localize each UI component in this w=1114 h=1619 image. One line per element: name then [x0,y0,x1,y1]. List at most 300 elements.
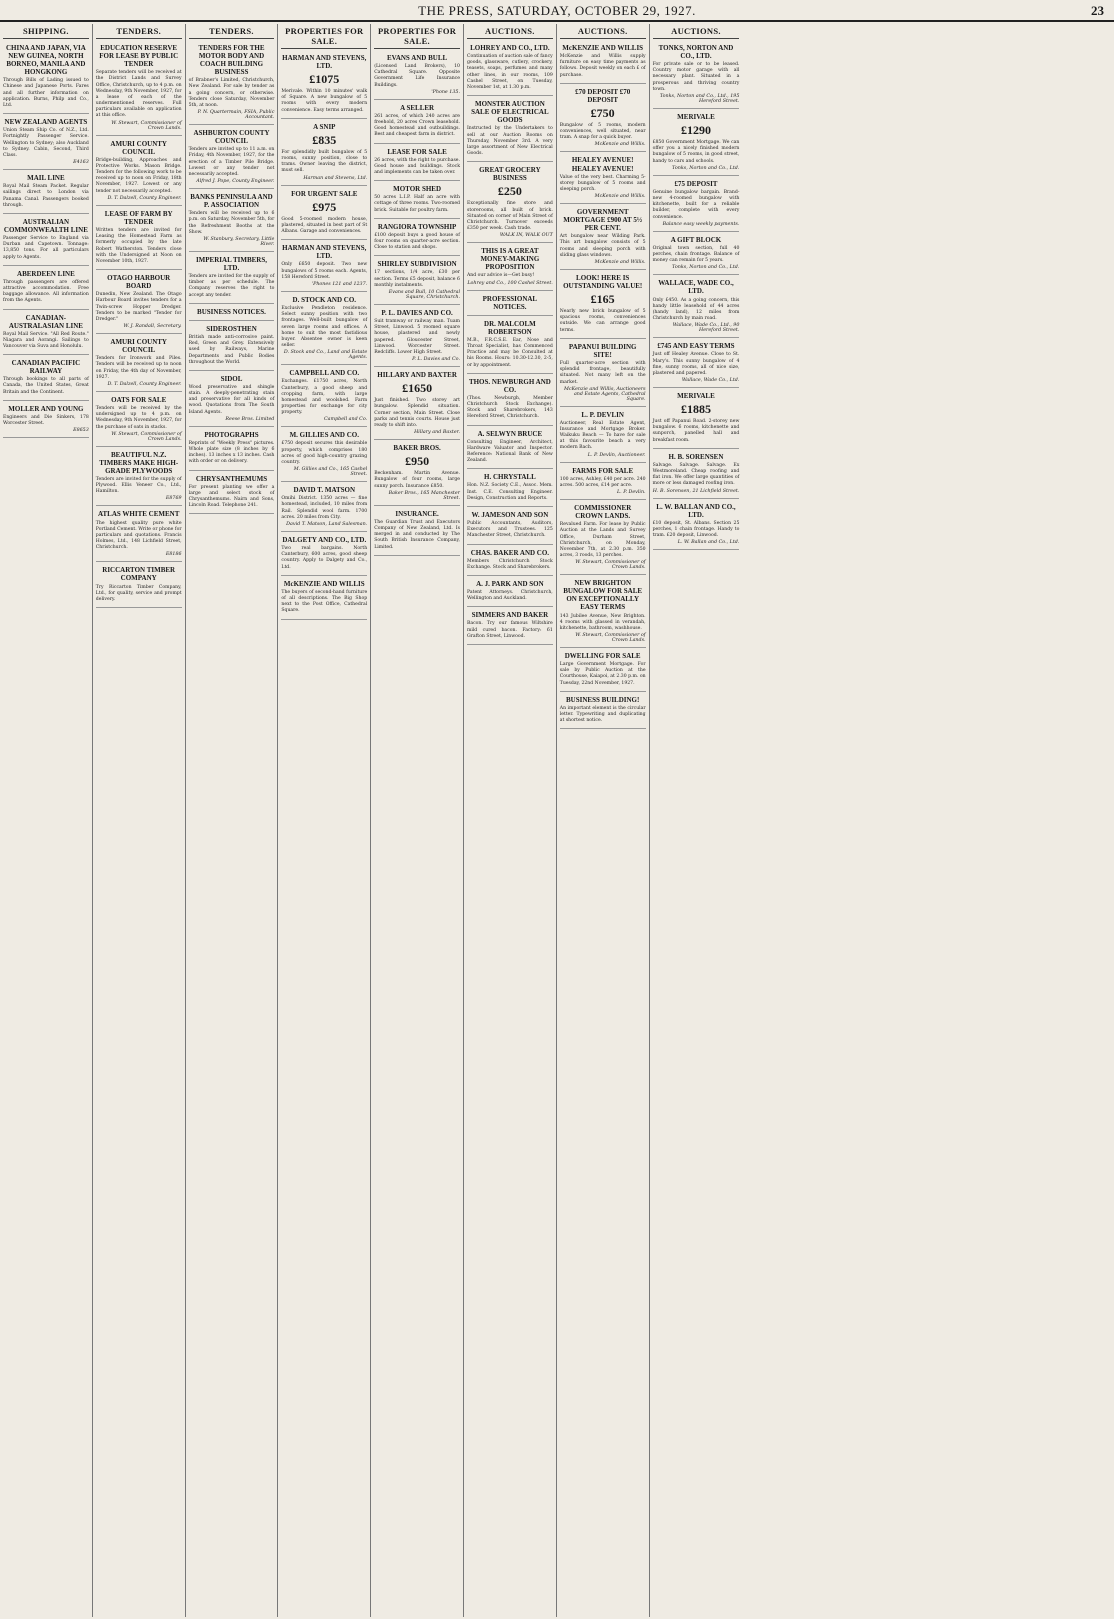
ad-body: (Thos. Newburgh, Member Christchurch Stock Exchange). Stock and Sharebrokers, 143 Hereford Street, Christchurch. [466,395,553,420]
ad-body: Exceptionally fine store and storerooms, all built of brick. Situated on corner of Main Street of Christchurch. Turnover exceeds £350 per week. Cash trade. [466,201,553,232]
ad-footer: P. L. Davies and Co. [412,357,460,363]
advertisement [467,293,553,316]
ad-title: OTAGO HARBOUR BOARD [107,274,171,291]
column-heading: PROPERTIES FOR SALE. [281,26,367,49]
ad-title: AMURI COUNTY COUNCIL [110,139,167,156]
ad-body: For splendidly built bungalow of 5 rooms, sunny position, close to trams. Owner leaving the district, must sell. [281,149,368,174]
ad-footer: L. P. Devlin. [616,490,646,496]
advertisement [3,116,89,170]
ad-title: CAMPBELL AND CO. [289,369,360,378]
ad-title: A SNIP [313,122,336,131]
ad-title: A. SELWYN BRUCE [477,429,543,438]
ad-title: SIDOL [220,374,243,383]
ad-title: LOHREY AND CO., LTD. [470,44,550,52]
ad-body: Nearly new brick bungalow of 5 spacious rooms, conveniences outside. We can arrange good terms. [559,309,646,333]
ad-footer: McKenzie and Willis. [594,142,646,148]
ad-footer: W. Stewart, Commissioner of Crown Lands. [575,633,646,644]
ad-body: Tenders are invited for the supply of Plywood. Ellis Veneer Co., Ltd., Hamilton. [95,476,182,495]
ad-body: Art bungalow near Wilding Park. This art bungalow consists of 5 rooms and sleeping porch with sliding glass windows. [559,234,646,258]
advertisement [96,272,182,334]
ad-body: Consulting Engineer, Architect, Hardware Valuator and Inspector. Reference: National Bank of New Zealand. [466,439,553,464]
ad-body: Wood preservative and shingle stain. A deeply-penetrating stain and preservative for all kinds of wood. Quotations from The South Island Agents. [188,384,275,415]
ad-footer: W. Stanbury, Secretary, Little River. [203,237,275,247]
ad-footer: WALK IN, WALK OUT [499,233,553,239]
ad-body: 17 sections, 1/4 acre, £30 per section. Terms £5 deposit, balance 6 monthly instalments. [374,270,460,288]
advertisement [467,471,553,507]
advertisement [560,206,646,270]
ad-title: £745 AND EASY TERMS [657,342,735,351]
ad-title: M. GILLIES AND CO. [289,431,359,440]
ad-title: HILLARY AND BAXTER [377,371,457,380]
advertisement [560,502,646,575]
ad-footer: 'Phone 135. [431,89,460,95]
advertisement [653,178,740,232]
ad-body: (Licensed Land Brokers), 10 Cathedral Square. Opposite Government Life Insurance Buildings. [374,64,460,88]
ad-body: Just finished. Two storey art bungalow. Splendid situation. Corner section, Main Street. Close parks and tennis courts. House just ready to shift into. [374,398,460,428]
ad-title: H. CHRYSTALL [484,473,536,482]
advertisement [189,473,275,515]
ad-body: Through Bills of Lading issued to Chinese and Japanese Ports. Fares and all further information on application. Burns, Philp and Co., Ltd. [3,78,89,108]
advertisement [374,221,460,257]
ad-title: CHAS. BAKER AND CO. [470,548,550,557]
ad-body: Good 5-roomed modern house, plastered, situated in best part of St Albans. Garage and conveniences. [281,216,368,235]
advertisement [653,234,740,276]
advertisement [467,245,553,290]
column [650,24,743,1617]
ad-title: PROFESSIONAL NOTICES. [482,294,538,311]
column-heading: AUCTIONS. [653,26,740,39]
ad-title: DWELLING FOR SALE [564,652,641,661]
ad-footer: Alfred J. Pope, County Engineer. [196,179,275,185]
ad-body: Royal Mail Steam Packet. Regular sailings direct to London via Panama Canal. Passengers booked through. [3,184,89,208]
advertisement [560,154,646,204]
ad-title: ATLAS WHITE CEMENT [97,510,180,519]
ad-body: Bungalow of 5 rooms, modern conveniences, well situated, near tram. A snap for a quick buyer. [559,122,646,141]
ad-title: FARMS FOR SALE [572,466,634,475]
ad-title: SHIRLEY SUBDIVISION [377,260,457,269]
ad-body: £750 deposit secures this desirable property, which comprises 180 acres of good high-country grazing country. [281,441,368,466]
ad-body: Instructed by the Undertakers to sell at our Auction Rooms on Thursday, November 3rd. A very large assortment of New Electrical Goods. [466,126,553,157]
ad-footer: Wallace, Wade Co., Ltd., 90 Hereford Street. [672,323,740,334]
masthead-title: THE PRESS, SATURDAY, OCTOBER 29, 1927. [418,3,696,18]
ad-title: A GIFT BLOCK [670,235,722,244]
ad-body: Separate tenders will be received at the District Lands and Survey Office, Christchurch, up to 4 p.m. on Wednesday, 9th November, 1927, for a lease of each of the undermentioned reserves. Full particulars available on application at this office. [95,70,182,119]
ad-body: The Guardian Trust and Executors Company of New Zealand, Ltd. Is merged in and conducted by The South British Insurance Company, Limited. [374,519,460,550]
advertisement [467,164,553,243]
ad-body: 261 acres, of which 240 acres are freehold, 20 acres Crown leasehold. Good homestead and outbuildings. Best and cheapest farm in district. [374,113,460,138]
advertisement [374,183,460,219]
ad-body: Union Steam Ship Co. of N.Z., Ltd. Fortnightly Passenger Service. Wellington to Sydney; also Auckland to Sydney. Cabin, Second, Third Class. [3,128,89,158]
ad-title: GOVERNMENT MORTGAGE £900 AT 5½ PER CENT. [563,208,643,233]
advertisement [374,307,460,367]
ad-body: of Brabner's Limited, Christchurch, New Zealand. For sale by tender as a going concern, or otherwise. Tenders close Saturday, November 5th, at noon. [188,78,275,108]
ad-body: Genuine bungalow bargain. Brand-new 4-roomed bungalow with kitchenette, built for a reliable builder, complete with every convenience. [652,189,740,220]
advertisement [281,534,367,576]
ad-title: £70 DEPOSIT £70 DEPOSIT [575,87,631,104]
ad-title: £75 DEPOSIT [674,179,718,188]
ad-footer: W. Stewart, Commissioner of Crown Lands. [111,120,182,131]
advertisement [560,694,646,730]
ad-body: Exchanges. £1750 acres, North Canterbury, a good sheep and cropping farm, with large homestead and woolshed. Farm properties for exchange for city property. [281,379,368,416]
ad-title: McKENZIE AND WILLIS [562,44,644,52]
advertisement [96,508,182,562]
ad-footer: P. N. Quartermain, FSIA, Public Accountant. [197,110,275,121]
advertisement [467,98,553,162]
ad-body: Omihi District. 1350 acres — fine homestead, included, 10 miles from Rail. Splendid wool farm. 1700 acres. 20 miles from City. [281,496,368,520]
ad-footer: Tonks, Norton and Co., Ltd. [672,265,740,271]
ad-title: MONSTER AUCTION SALE OF ELECTRICAL GOODS [471,100,549,125]
column-heading: TENDERS. [96,26,182,39]
advertisement [560,341,646,407]
advertisement [96,138,182,206]
advertisement [653,277,740,338]
advertisement [189,429,275,471]
columns-container [0,24,1114,1617]
ad-title: HARMAN AND STEVENS, LTD. [282,244,367,261]
ad-title: MAIL LINE [27,174,65,183]
advertisement [467,547,553,576]
advertisement [96,564,182,608]
column-heading: AUCTIONS. [467,26,553,39]
ad-footer: L. P. Devlin, Auctioneer. [587,452,646,458]
advertisement [96,208,182,270]
ad-price: £1650 [402,381,433,396]
ad-title: ABERDEEN LINE [17,269,75,278]
ad-body: Through passengers are offered attractive accommodation. Free baggage allowance. All information from the Agents. [3,279,89,304]
ad-price: £165 [590,292,615,307]
ad-body: Tenders for Ironwork and Piles. Tenders will be received up to noon on Friday, the 4th day of November, 1927. [95,356,182,380]
ad-footer: McKenzie and Willis, Auctioneers and Estate Agents, Cathedral Square. [564,386,646,402]
advertisement [653,501,740,551]
ad-body: Large Government Mortgage. For sale by Public Auction at the Courthouse, Kaiapoi, at 2.30 p.m. on Tuesday, 22nd November, 1927. [559,662,646,686]
ad-title: A. J. PARK AND SON [476,580,544,589]
ad-body: Exclusive Pendleton residence. Select sunny position with two frontages. Well-built bungalow of seven large rooms and offices. A home to suit the most fastidious buyer. Absentee owner is keen seller. [281,305,368,349]
ad-footer: D. Stock and Co., Land and Estate Agents. [283,350,368,361]
advertisement [374,52,460,100]
ad-body: Royal Mail Service. "All Red Route." Niagara and Aorangi. Sailings to Vancouver via Suva and Honolulu. [3,331,89,350]
masthead [0,0,1114,22]
advertisement [3,312,89,356]
ad-body: Only £650 deposit. Two new bungalows of 5 rooms each. Agents, 158 Hereford Street. [281,262,368,280]
ad-title: L. W. BALLAN AND CO., LTD. [656,502,736,519]
ad-title: L. P. DEVLIN [581,410,624,419]
advertisement [3,268,89,310]
ad-title: MOTOR SHED [393,185,442,194]
advertisement [96,449,182,507]
advertisement [3,403,89,438]
advertisement [374,369,460,440]
ad-title: P. L. DAVIES AND CO. [381,309,453,318]
ad-body: The highest quality pure white Portland Cement. Write or phone for particulars and quotations. Francis Holmes, Ltd., 148 Lichfield Street, Christchurch. [95,520,182,551]
ad-price: £250 [497,184,522,199]
ad-title: EDUCATION RESERVE FOR LEASE BY PUBLIC TENDER [99,44,179,69]
advertisement [560,650,646,692]
ad-body: 26 acres, with the right to purchase. Good house and buildings. Stock and implements can be taken over. [374,157,460,176]
ad-body: An important element is the circular letter. Typewriting and duplicating at shortest notice. [559,705,646,724]
ad-footer: L. W. Ballan and Co., Ltd. [677,540,740,546]
advertisement [653,42,740,109]
ad-body: British made anti-corrosive paint. Red, Green and Grey. Extensively used by Railways, Marine Departments and Public Bodies throughout the World. [188,334,275,365]
ad-title: OATS FOR SALE [111,395,167,404]
ad-footer: Baker Bros., 165 Manchester Street. [388,490,460,501]
advertisement [467,376,553,426]
ad-title: RICCARTON TIMBER COMPANY [102,566,176,583]
column [464,24,557,1617]
ad-price: £750 [590,105,615,120]
ad-footer: Hillary and Baxter. [414,430,460,436]
advertisement [560,465,646,500]
ad-title: IMPERIAL TIMBERS, LTD. [195,256,268,273]
advertisement [467,318,553,374]
ad-title: NEW ZEALAND AGENTS [4,118,88,127]
ad-body: For private sale or to be leased. Country motor garage with all necessary plant. Situated in a prosperous and thriving country town. [652,62,740,92]
ad-title: PAPANUI BUILDING SITE! [568,342,637,359]
ad-title: INSURANCE. [395,509,439,518]
ad-title: TONKS, NORTON AND CO., LTD. [658,44,734,61]
ad-price: £835 [312,132,337,147]
ad-footer: Lohrey and Co., 100 Cashel Street. [467,280,553,286]
advertisement [281,484,367,532]
ad-body: Merivale. Within 10 minutes' walk of Square. A new bungalow of 5 rooms with every modern convenience. Easy terms arranged. [281,89,368,113]
ad-body: Engineers and Die Sinkers, 178 Worcester Street. [3,414,89,427]
ad-title: MERIVALE [677,113,715,122]
ad-body: £850 Government Mortgage. We can offer you a nicely finished modern bungalow of 5 rooms, in good street, handy to cars and schools. [652,140,740,164]
advertisement [189,42,275,125]
advertisement [281,52,367,119]
column [0,24,93,1617]
ad-body: Auctioneer, Real Estate Agent, Insurance and Mortgage Broker. Waikuku Beach — To have for sale at this favourite beach a very modern Bach. [559,420,646,451]
ad-footer: David T. Matson, Land Salesman. [286,522,368,528]
ad-title: EVANS AND BULL [387,54,448,62]
ad-title: RANGIORA TOWNSHIP [377,222,457,231]
advertisement [281,121,367,186]
ad-footer: E8769 [165,496,182,502]
ad-title: DALGETY AND CO., LTD. [282,536,367,545]
advertisement [560,42,646,84]
advertisement [374,508,460,556]
ad-body: Salvage. Salvage. Salvage. Ex Westmoreland. Cheap roofing and flat iron. We offer large quantities of more or less damaged roofing iron. [652,462,740,487]
ad-price: £975 [312,199,337,214]
advertisement [560,577,646,648]
ad-body: Suit tramway or railway man. Tuam Street, Linwood. 5 roomed square house, plastered and newly papered. Gloucester Street, Linwood. Worcester Street. Redcliffs. Lower High Street. [374,319,460,356]
advertisement [281,429,367,482]
advertisement [653,340,740,388]
advertisement [3,216,89,266]
ad-title: HEALEY AVENUE! HEALEY AVENUE! [571,156,634,173]
ad-price: £950 [405,454,430,469]
ad-title: THOS. NEWBURGH AND CO. [468,377,551,394]
advertisement [281,242,367,292]
ad-footer: Tonks, Norton and Co., Ltd., 195 Hereford Street. [659,94,740,105]
column [371,24,464,1617]
column-heading: AUCTIONS. [560,26,646,39]
advertisement [467,428,553,470]
ad-footer: W. Stewart, Commissioner of Crown Lands. [575,560,646,571]
ad-title: CANADIAN PACIFIC RAILWAY [11,359,81,376]
advertisement [653,111,740,176]
ad-title: MOLLER AND YOUNG [8,404,84,413]
ad-body: And our advice is—Get busy! [466,273,535,279]
advertisement [96,394,182,447]
ad-title: LEASE FOR SALE [387,147,447,156]
advertisement [189,127,275,189]
ad-body: Two real bargains. North Canterbury, 600 acres, good sheep country. Apply to Dalgety and Co., Ltd. [281,546,368,570]
column-heading: SHIPPING. [3,26,89,39]
advertisement [189,373,275,427]
ad-body: M.B., F.R.C.S.E. Ear, Nose and Throat Specialist, has Commenced Practice and may be Consulted at his Rooms. Hours: 10.30-12.30, 2-5, or by appointment. [466,337,553,368]
ad-title: GREAT GROCERY BUSINESS [479,166,541,183]
page-number: 23 [1091,3,1104,18]
ad-footer: M. Gillies and Co., 165 Cashel Street. [293,467,368,478]
advertisement [560,409,646,463]
ad-body: Continuation of auction sale of fancy goods, glassware, cutlery, crockery, teasets, soaps, perfumes and many other lines, in our rooms, 109 Cashel Street, on Tuesday, November 1st, at 1.30 p.m. [466,54,553,90]
ad-title: THIS IS A GREAT MONEY-MAKING PROPOSITION [480,247,540,272]
ad-footer: Harman and Stevens, Ltd. [303,175,368,181]
ad-body: Hon. N.Z. Society C.E., Assoc. Mem. Inst. C.E. Consulting Engineer. Design, Construction and Reports. [466,483,553,501]
ad-title: CHINA AND JAPAN, VIA NEW GUINEA, NORTH BORNEO, MANILA AND HONGKONG [5,44,86,77]
ad-body: Revalued Farm. For lease by Public Auction at the Lands and Survey Office, Durham Street, Christchurch, on Monday, November 7th, at 2.30 p.m. 350 acres, 3 roods, 13 perches. [559,522,646,559]
ad-title: COMMISSIONER CROWN LANDS. [574,504,632,521]
ad-footer: Wallace, Wade Co., Ltd. [681,378,740,384]
column-heading: PROPERTIES FOR SALE. [374,26,460,49]
ad-body: Just off Healey Avenue. Close to St. Mary's. This sunny bungalow of 4 fine, sunny rooms, all of nice size, plastered and papered. [652,352,740,376]
advertisement [374,102,460,144]
ad-title: CANADIAN-AUSTRALASIAN LINE [8,313,83,330]
ad-body: Members Christchurch Stock Exchange. Stock and Sharebrokers. [466,558,553,570]
ad-price: £1075 [309,72,340,87]
ad-title: AMURI COUNTY COUNCIL [110,338,167,355]
advertisement [281,294,367,365]
column [557,24,650,1617]
ad-body: Just off Papanui Road. 2-storey new bungalow. 6 rooms, kitchenette and sunporch, panelled hall and breakfast room. [652,419,740,443]
ad-body: For present planting we offer a large and select stock of Chrysanthemums. Nairn and Sons, Lincoln Road. Telephone 241. [188,484,275,509]
advertisement [189,323,275,371]
ad-footer: E8186 [165,552,182,558]
ad-footer: E8653 [73,428,89,434]
ad-title: SIDEROSTHEN [206,324,257,333]
ad-body: The buyers of second-hand furniture of all descriptions. The Big Shop next to the Post Office, Cathedral Square. [281,589,368,614]
advertisement [3,357,89,401]
column [278,24,371,1617]
ad-body: 143 Jubilee Avenue, New Brighton. 4 rooms with glassed in verandah, kitchenette, bathroom, washhouse. [559,613,646,631]
ad-title: H. B. SORENSEN [668,452,724,461]
ad-title: MERIVALE [677,392,715,401]
ad-footer: W. J. Randall, Secretary. [123,324,182,330]
ad-title: AUSTRALIAN COMMONWEALTH LINE [3,217,88,234]
advertisement [560,86,646,153]
advertisement [467,509,553,545]
ad-footer: McKenzie and Willis. [594,194,646,200]
ad-body: Full quarter-acre section with splendid frontage, beautifully situated. Not many left on the market. [559,360,646,385]
ad-title: LEASE OF FARM BY TENDER [104,209,173,226]
advertisement [374,258,460,305]
advertisement [653,451,740,499]
ad-body: Tenders will be received up to 6 p.m. on Saturday, November 5th, for the Refreshment Booths at the Show. [188,211,275,235]
ad-title: LOOK! HERE IS OUTSTANDING VALUE! [563,274,643,291]
advertisement [281,367,367,427]
ad-title: BAKER BROS. [393,444,441,453]
ad-title: McKENZIE AND WILLIS [283,579,365,588]
ad-body: Written tenders are invited for Leasing the Homestead Farm as formerly occupied by the late Robert Watherston. Tenders close with the Undersigned at Noon on November 10th, 1927. [95,227,182,264]
ad-footer: D. T. Dalzell, County Engineer. [107,381,182,387]
advertisement [96,336,182,392]
ad-title: BUSINESS BUILDING! [566,695,640,704]
advertisement [189,254,275,304]
column [186,24,279,1617]
advertisement [467,42,553,96]
ad-title: DAVID T. MATSON [293,486,356,495]
ad-title: A SELLER [400,103,435,112]
ad-footer: D. T. Dalzell, County Engineer. [107,195,182,201]
advertisement [374,442,460,506]
ad-body: Beckenham. Martin Avenue. Bungalow of four rooms, large sunny porch. Insurance £850. [374,471,460,489]
advertisement [3,172,89,214]
ad-title: WALLACE, WADE CO., LTD. [658,279,734,296]
advertisement [3,42,89,114]
ad-body: Reprints of "Weekly Press" pictures. Whole plate size (8 inches by 6 inches). 13 inches x 13 inches. Cash with order or on delivery. [188,440,275,465]
ad-footer: Reese Bros. Limited [225,416,275,422]
column [93,24,186,1617]
advertisement [189,306,275,321]
ad-body: Dunedin, New Zealand. The Otago Harbour Board invites tenders for a Twin-screw Hopper Dredger. Tenders to be marked "Tender for Dredger." [95,292,182,322]
ad-title: SIMMERS AND BAKER [471,611,549,620]
advertisement [467,609,553,645]
ad-title: BUSINESS NOTICES. [197,307,266,316]
ad-body: 100 acres, Ashley, £40 per acre. 240 acres. 500 acres, £14 per acre. [559,476,646,488]
advertisement [467,578,553,607]
ad-title: ASHBURTON COUNTY COUNCIL [193,129,270,146]
ad-footer: W. Stewart, Commissioner of Crown Lands. [111,431,182,442]
ad-body: Through bookings to all parts of Canada, the United States, Great Britain and the Continent. [3,377,89,395]
ad-title: BANKS PENINSULA AND P. ASSOCIATION [190,193,273,210]
ad-footer: Tonks, Norton and Co., Ltd. [672,165,740,171]
ad-footer: Balance easy weekly payments. [662,221,740,227]
ad-body: Public Accountants, Auditors, Executors and Trustees. 125 Manchester Street, Christchurch. [466,521,553,539]
ad-title: W. JAMESON AND SON [471,510,549,519]
advertisement [653,390,740,449]
ad-footer: Evans and Bull, 10 Cathedral Square, Christchurch. [388,290,460,301]
ad-footer: E4163 [73,160,89,166]
ad-footer: H. B. Sorensen, 21 Lichfield Street. [652,488,740,494]
ad-title: CHRYSANTHEMUMS [195,474,268,483]
ad-title: HARMAN AND STEVENS, LTD. [282,54,367,71]
advertisement [96,42,182,136]
ad-footer: Campbell and Co. [323,417,368,423]
ad-body: Tenders are invited up to 11 a.m. on Friday, 4th November, 1927, for the erection of a Timber Pile Bridge. Lowest or any tender not necessarily accepted. [188,147,275,177]
ad-body: 50 acres L.I.P. Half an acre with cottage of three rooms. Two-roomed brick. Suitable for poultry farm. [374,195,460,213]
ad-body: £10 deposit, St. Albans. Section 25 perches, 1 chain frontage. Handy to tram. £20 deposit, Linwood. [652,520,740,539]
ad-title: D. STOCK AND CO. [292,295,357,304]
ad-footer: 'Phones 121 and 1237. [311,281,368,287]
advertisement [374,146,460,182]
advertisement [560,272,646,339]
ad-body: Patent Attorneys. Christchurch, Wellington and Auckland. [466,590,553,602]
ad-body: Tenders will be received by the undersigned up to 4 p.m. on Wednesday, 9th November, 1927, for the purchase of oats in stacks. [95,406,182,430]
ad-title: PHOTOGRAPHS [204,430,259,439]
ad-body: Bridge-building, Approaches and Protective Works. Mason Bridge. Tenders for the following work to be received up to noon on Friday, 18th November, 1927. Lowest or any tender not necessarily accepted. [95,157,182,194]
ad-price: £1290 [680,123,711,138]
ad-body: McKenzie and Willis supply furniture on easy time payments as follows. Deposit weekly on each £ of purchase. [559,54,646,78]
ad-title: BEAUTIFUL N.Z. TIMBERS MAKE HIGH-GRADE PLYWOODS [99,450,179,475]
ad-body: Only £450. As a going concern, this handy little leasehold of 44 acres (handy land), 12 miles from Christchurch by main road. [652,297,740,322]
ad-body: £100 deposit buys a good house of four rooms on quarter-acre section. Close to station and shops. [374,232,460,251]
ad-body: Original town section, full 40 perches, chain frontage. Balance of money can remain for 5 years. [652,245,740,264]
ad-body: Passenger Service to England via Durban and Capetown. Tonnage: 13,850 tons. For all particulars apply to Agents. [3,236,89,260]
advertisement [281,578,367,620]
ad-title: TENDERS FOR THE MOTOR BODY AND COACH BUILDING BUSINESS [198,44,265,77]
advertisement [189,191,275,252]
ad-price: £1885 [680,402,711,417]
